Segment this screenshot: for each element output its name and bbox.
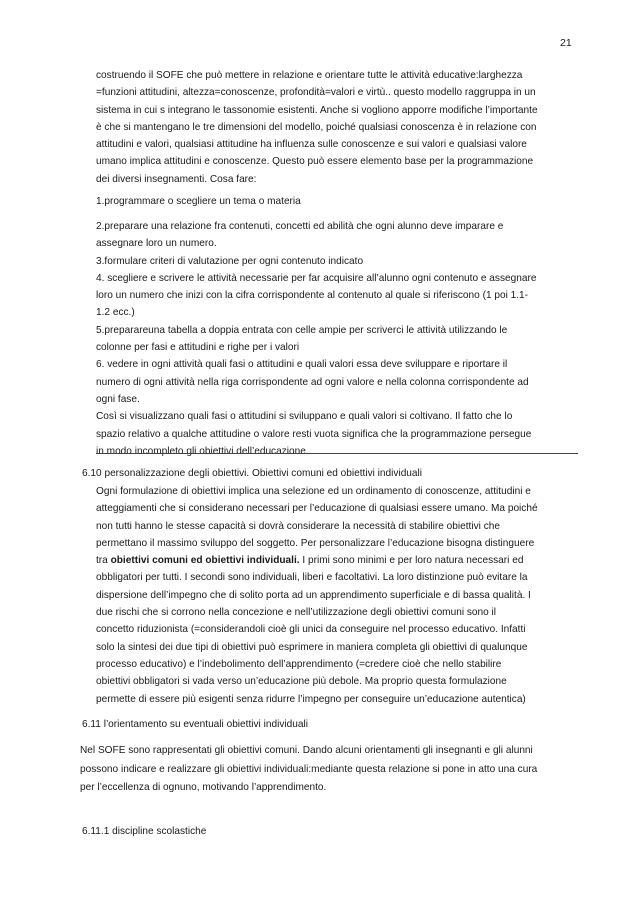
text-line: obbligatori per tutti. I secondi sono individuali, liberi e facoltativi. La loro distinzione può evitare la: [96, 572, 528, 584]
text-line: ogni fase.: [96, 393, 140, 405]
section-6-11-body: [80, 742, 580, 798]
text-fragment: I primi sono minimi e per loro natura necessari ed: [299, 555, 524, 567]
text-line: permette di essere più esigenti senza ridurre l’impegno per conseguire un’educazione autentica): [96, 693, 526, 705]
section-divider: [96, 453, 578, 454]
text-line: umano implica attitudini e conoscenze. Questo può essere elemento base per la programmazione: [96, 156, 534, 168]
text-line: non tutti hanno le stesse capacità si dovrà considerare la necessità di stabilire obiettivi che: [96, 520, 500, 532]
intro-paragraph: [96, 67, 586, 188]
text-line: permettano il massimo sviluppo del soggetto. Per personalizzare l’educazione bisogna distinguere: [96, 537, 535, 549]
text-line: 4. scegliere e scrivere le attività necessarie per far acquisire all’alunno ogni contenuto e assegnare: [96, 272, 537, 284]
text-line: loro un numero che inizi con la cifra corrispondente al contenuto al quale si riferiscono (1 poi 1.1-: [96, 290, 529, 302]
section-6-10-body: [96, 483, 586, 708]
text-line: sistema in cui s integrano le tassonomie esistenti. Anche si vogliono apporre modifiche l’importante: [96, 104, 538, 116]
text-line: in modo incompleto gli obiettivi dell’educazione.: [96, 445, 309, 457]
text-line: possono indicare e realizzare gli obiettivi individuali:mediante questa relazione si pone in atto una cura: [80, 763, 538, 775]
text-line: 5.preparareuna tabella a doppia entrata con celle ampie per scriverci le attività utilizzando le: [96, 324, 508, 336]
text-line: due rischi che si corrono nella concezione e nell’utilizzazione degli obiettivi comuni sono il: [96, 607, 497, 619]
text-line: spazio relativo a qualche attitudine o valore resti vuota significa che la programmazione persegue: [96, 428, 532, 440]
text-line: 6. vedere in ogni attività quali fasi o attitudini e quali valori essa deve sviluppare e riportare il: [96, 359, 508, 371]
text-line: dei diversi insegnamenti. Cosa fare:: [96, 173, 257, 185]
text-line: 3.formulare criteri di valutazione per ogni contenuto indicato: [96, 255, 364, 267]
text-line: processo educativo) e l’indebolimento dell’apprendimento (=credere cioè che nello stabilire: [96, 658, 502, 670]
text-line: per l’eccellenza di ognuno, motivando l’apprendimento.: [80, 782, 327, 793]
text-line: obiettivi obbligatori si vada verso un’educazione più debole. Ma proprio questa formulazione: [96, 676, 507, 688]
step-1: [96, 193, 586, 210]
text-line: numero di ogni attività nella riga corrispondente ad ogni valore e nella colonna corrispondente ad: [96, 376, 529, 388]
text-line: attitudini e valori, qualsiasi attitudine ha influenza sulle conoscenze e sui valori e qualsiasi valore: [96, 139, 527, 151]
text-line: Ogni formulazione di obiettivi implica una selezione ed un ordinamento di conoscenze, attitudini e: [96, 486, 531, 497]
page-number: 21: [560, 37, 572, 49]
text-line: concetto riduzionista (=considerandoli cioè gli unici da conseguire nel processo educativo. Infatti: [96, 624, 526, 636]
text-line: dispersione dell’impegno che di solito porta ad un apprendimento superficiale e di bassa qualità. I: [96, 589, 531, 601]
text-line: Nel SOFE sono rappresentati gli obiettivi comuni. Dando alcuni orientamenti gli insegnanti e gli alunni: [80, 745, 533, 756]
text-line: 1.2 ecc.): [96, 307, 135, 319]
text-line: solo la sintesi dei due tipi di obiettivi può esprimere in maniera completa gli obiettivi di qualunque: [96, 641, 528, 653]
text-line: =funzioni attitudini, altezza=conoscenze, profondità=valori e virtù.. questo modello raggruppa in un: [96, 87, 536, 99]
text-line-with-bold: [96, 552, 586, 569]
text-fragment: tra: [96, 555, 111, 567]
text-line: Così si visualizzano quali fasi o attitudini si sviluppano e quali valori si coltivano. Il fatto che lo: [96, 411, 513, 423]
section-6-11-1-heading: 6.11.1 discipline scolastiche: [82, 826, 207, 837]
text-line: 2.preparare una relazione fra contenuti, concetti ed abilità che ogni alunno deve imparare e: [96, 221, 504, 232]
text-line: atteggiamenti che si considerano necessari per l’educazione di qualsiasi essere umano. Ma poiché: [96, 503, 538, 515]
text-line: colonne per fasi e attitudini e righe per i valori: [96, 342, 300, 354]
section-6-11-heading: 6.11 l’orientamento su eventuali obiettivi individuali: [82, 719, 308, 730]
text-line: costruendo il SOFE che può mettere in relazione e orientare tutte le attività educative:larghezza: [96, 70, 523, 81]
bold-term: obiettivi comuni ed obiettivi individuali.: [110, 555, 300, 567]
steps-list: [96, 218, 586, 460]
text-line: è che si mantengano le tre dimensioni del modello, poiché qualsiasi conoscenza è in relazione con: [96, 121, 537, 133]
section-6-10-heading: 6.10 personalizzazione degli obiettivi. Obiettivi comuni ed obiettivi individuali: [82, 468, 423, 479]
text-line: 1.programmare o scegliere un tema o materia: [96, 196, 301, 207]
text-line: assegnare loro un numero.: [96, 238, 217, 250]
